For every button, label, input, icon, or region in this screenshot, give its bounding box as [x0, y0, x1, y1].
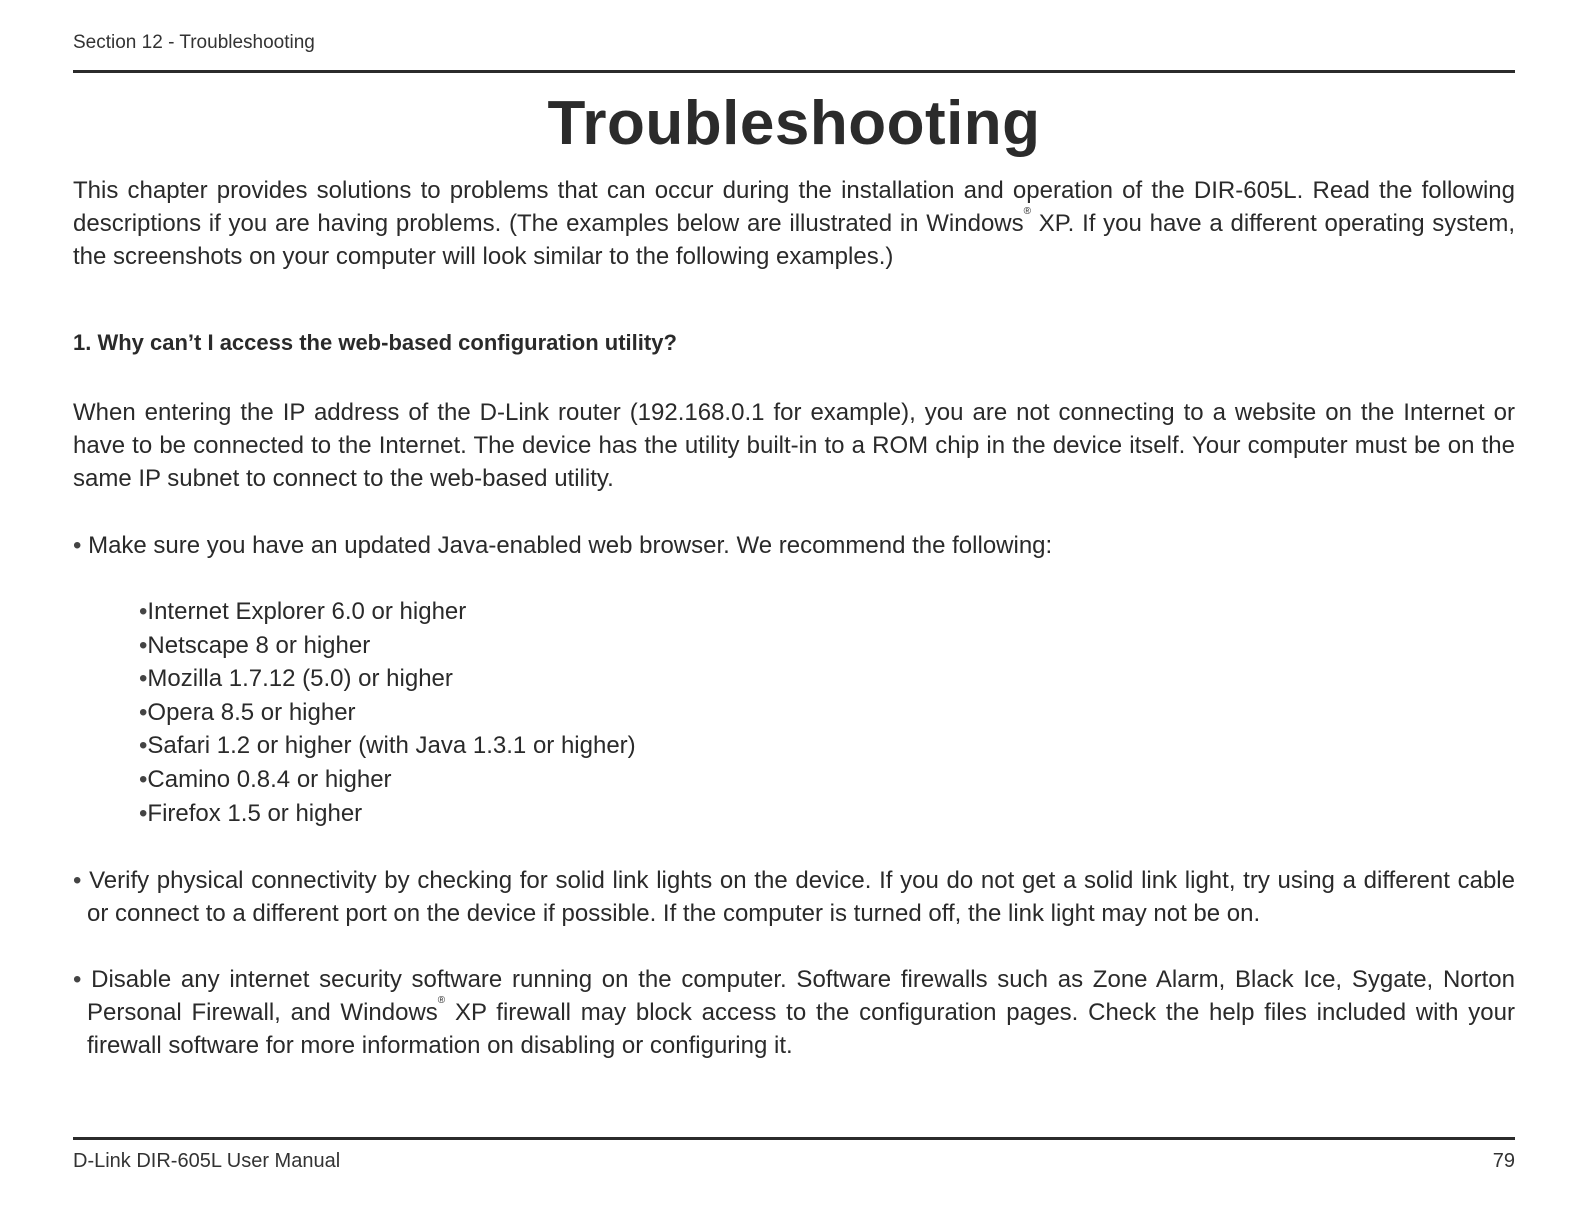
manual-page	[73, 0, 1515, 1224]
page-title: Troubleshooting	[547, 89, 1041, 158]
bullet-dot: •	[73, 867, 90, 894]
list-item: • Opera 8.5 or higher	[139, 696, 636, 730]
firewall-text-2: XP firewall may block access to the configuration pages. Check the help files included with your firewall software for more information on disabling or configuring it.	[87, 999, 1515, 1059]
connectivity-block	[73, 864, 1515, 930]
bullet-dot: •	[73, 966, 92, 993]
footer-rule	[73, 1137, 1515, 1140]
firewall-text-1: Disable any internet security software running on the computer. Software firewalls such as Zone Alarm, Black Ice, Sygate, Norton Personal Firewall, and Windows	[87, 966, 1515, 1026]
browser-bullet	[73, 529, 1515, 562]
header-rule	[73, 70, 1515, 73]
registered-mark: ®	[437, 995, 446, 1006]
browser-list	[139, 595, 636, 830]
browser-bullet-text: Make sure you have an updated Java-enabled web browser. We recommend the following:	[88, 532, 1053, 559]
list-item: • Netscape 8 or higher	[139, 629, 636, 663]
question-heading: 1. Why can’t I access the web-based configuration utility?	[73, 330, 677, 355]
list-item: • Safari 1.2 or higher (with Java 1.3.1 or higher)	[139, 729, 636, 763]
intro-text-1: This chapter provides solutions to problems that can occur during the installation and operation of the DIR-605L. Read the following descriptions if you are having problems. (The examples below are illustrated in Windows	[73, 177, 1515, 237]
section-header: Section 12 - Troubleshooting	[73, 32, 315, 53]
bullet-dot: •	[73, 532, 89, 559]
intro-text-2: XP. If you have a different operating system, the screenshots on your computer will look similar to the following examples.)	[73, 210, 1515, 270]
list-item: • Mozilla 1.7.12 (5.0) or higher	[139, 662, 636, 696]
connectivity-bullet	[73, 864, 1515, 930]
firewall-bullet	[73, 963, 1515, 1062]
list-item: • Firefox 1.5 or higher	[139, 797, 636, 831]
footer-manual-title: D-Link DIR-605L User Manual	[73, 1150, 341, 1172]
intro-paragraph	[73, 174, 1515, 273]
firewall-block	[73, 963, 1515, 1062]
list-item: • Internet Explorer 6.0 or higher	[139, 595, 636, 629]
list-item: • Camino 0.8.4 or higher	[139, 763, 636, 797]
answer-paragraph: When entering the IP address of the D-Link router (192.168.0.1 for example), you are not connecting to a website on the Internet or have to be connected to the Internet. The device has the utility built-in to a ROM chip in the device itself. Your computer must be on the same IP subnet to connect to the web-based utility.	[73, 399, 1515, 492]
page-number: 79	[1492, 1150, 1515, 1172]
connectivity-text: Verify physical connectivity by checking for solid link lights on the device. If you do not get a solid link light, try using a different cable or connect to a different port on the device if possible. If the computer is turned off, the link light may not be on.	[87, 867, 1515, 927]
registered-mark: ®	[1023, 206, 1032, 217]
